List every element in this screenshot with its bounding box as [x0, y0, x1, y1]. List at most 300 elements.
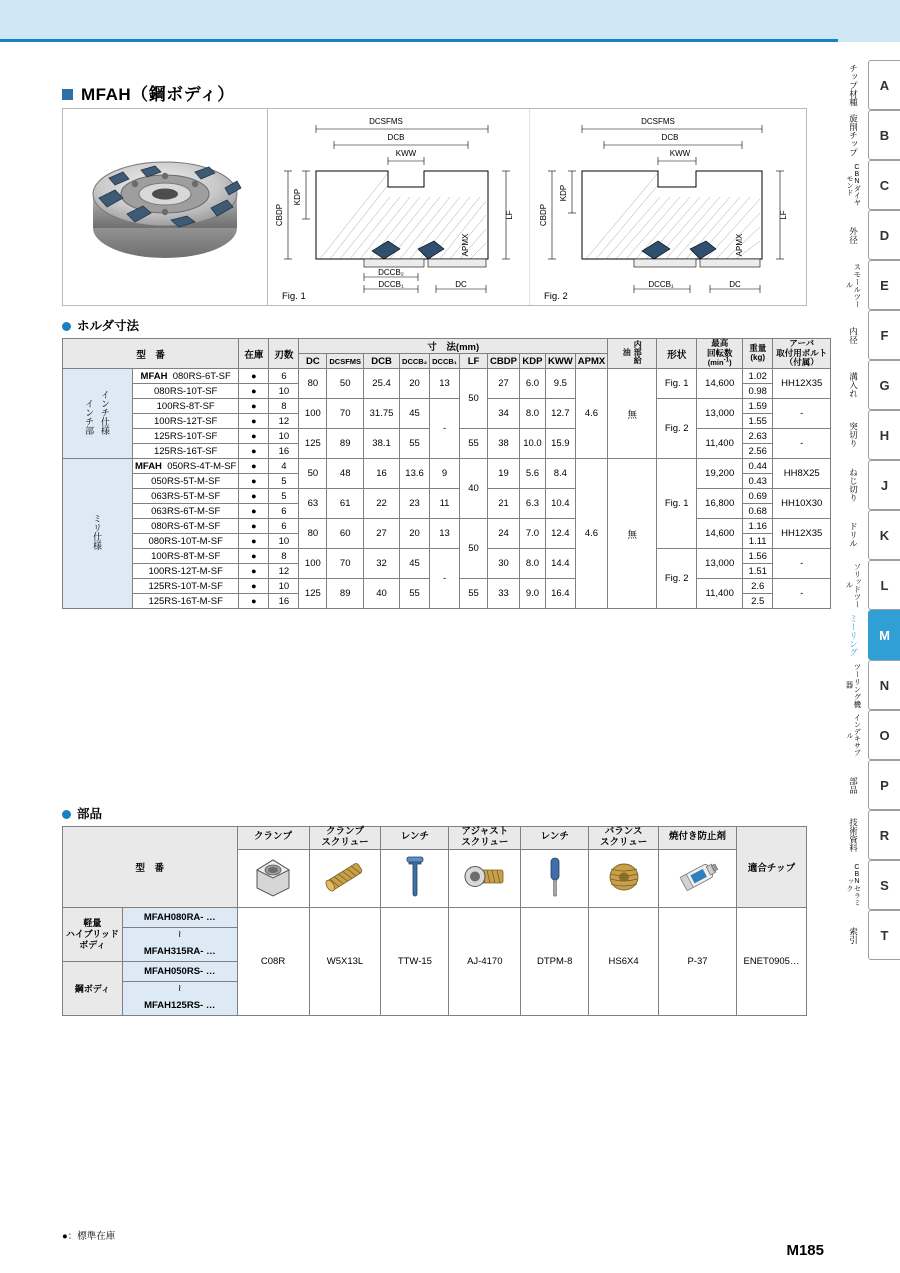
side-index-item[interactable]	[838, 510, 900, 560]
teeth-cell: 4	[269, 459, 299, 474]
header-cbdp: CBDP	[488, 354, 520, 369]
side-index-item[interactable]	[838, 810, 900, 860]
stock-cell: ●	[239, 489, 269, 504]
dcb-cell: 38.1	[364, 429, 400, 459]
parts-value-clamp: C08R	[237, 907, 309, 1015]
stock-cell: ●	[239, 384, 269, 399]
tube-icon	[659, 849, 737, 907]
parts-heading-text: 部品	[77, 807, 103, 821]
side-index-label: 外径	[848, 226, 859, 244]
teeth-cell: 8	[269, 549, 299, 564]
side-index-letter[interactable]: L	[868, 560, 900, 610]
parts-value-adjust-screw: AJ-4170	[449, 907, 521, 1015]
apmx-cell: 4.6	[575, 369, 607, 459]
side-index-letter[interactable]: F	[868, 310, 900, 360]
table-row	[63, 519, 831, 534]
kdp-cell: 5.6	[519, 459, 545, 489]
weight-cell: 0.98	[743, 384, 773, 399]
stock-cell: ●	[239, 429, 269, 444]
parts-value-clamp-screw: W5X13L	[309, 907, 381, 1015]
kdp-cell: 9.0	[519, 579, 545, 609]
stock-cell: ●	[239, 534, 269, 549]
side-index-label: 部品	[848, 776, 859, 794]
dot-bullet-icon	[62, 810, 71, 819]
side-index-letter[interactable]: D	[868, 210, 900, 260]
side-index-item[interactable]	[838, 360, 900, 410]
dccb1-cell: 13	[430, 369, 460, 399]
page-title	[62, 80, 235, 105]
model-cell: 100RS-8T-M-SF	[133, 549, 239, 564]
header-dcsfms: DCSFMS	[327, 354, 364, 369]
side-index-item[interactable]	[838, 660, 900, 710]
holder-dimensions-table	[62, 338, 831, 609]
technical-drawing-fig1	[268, 109, 530, 305]
table-row	[63, 399, 831, 414]
header-teeth: 刃数	[269, 339, 299, 369]
weight-cell: 1.51	[743, 564, 773, 579]
dccb1-cell: 9	[430, 459, 460, 489]
teeth-cell: 10	[269, 534, 299, 549]
figure-panel	[62, 108, 807, 306]
side-index-letter[interactable]: C	[868, 160, 900, 210]
teeth-cell: 12	[269, 564, 299, 579]
side-index-label: ソリッドツール	[845, 562, 862, 608]
side-index-item[interactable]	[838, 160, 900, 210]
table-header-row	[63, 339, 831, 354]
cbdp-cell: 27	[488, 369, 520, 399]
product-photo	[63, 109, 268, 305]
side-index-item[interactable]	[838, 710, 900, 760]
parts-value-wrench2: DTPM-8	[521, 907, 589, 1015]
svg-text:LF: LF	[779, 210, 788, 220]
model-cell: 080RS-10T-M-SF	[133, 534, 239, 549]
lf-cell: 40	[460, 459, 488, 519]
table-row	[63, 459, 831, 474]
dccb2-cell: 55	[400, 429, 430, 459]
stock-cell: ●	[239, 519, 269, 534]
header-dims-group: 寸 法(mm)	[299, 339, 608, 354]
parts-col-wrench2: レンチ	[521, 827, 589, 850]
stock-cell: ●	[239, 474, 269, 489]
parts-row-hybrid	[63, 907, 807, 927]
stock-cell: ●	[239, 579, 269, 594]
dcb-cell: 32	[364, 549, 400, 579]
square-bullet-icon	[62, 89, 73, 100]
rpm-cell: 14,600	[697, 519, 743, 549]
model-cell: 125RS-16T-M-SF	[133, 594, 239, 609]
parts-model-bottom: MFAH315RA- …	[122, 941, 237, 961]
kww-cell: 8.4	[545, 459, 575, 489]
parts-col-adjust-screw: アジャスト スクリュー	[449, 827, 521, 850]
svg-text:KWW: KWW	[395, 149, 417, 158]
dot-bullet-icon	[62, 322, 71, 331]
dcsfms-cell: 89	[327, 579, 364, 609]
teeth-cell: 10	[269, 429, 299, 444]
side-index-item[interactable]	[838, 410, 900, 460]
cbdp-cell: 34	[488, 399, 520, 429]
holder-heading-text: ホルダ寸法	[77, 319, 140, 333]
dccb1-cell: -	[430, 549, 460, 609]
dcb-cell: 40	[364, 579, 400, 609]
header-shape: 形状	[657, 339, 697, 369]
parts-value-wrench1: TTW-15	[381, 907, 449, 1015]
side-index-item[interactable]	[838, 110, 900, 160]
holder-table-body	[63, 369, 831, 609]
svg-text:KDP: KDP	[293, 188, 302, 206]
shape-cell: Fig. 2	[657, 549, 697, 609]
balance-screw-icon	[589, 849, 659, 907]
side-index-letter[interactable]: E	[868, 260, 900, 310]
parts-model-header: 型 番	[63, 827, 238, 908]
rpm-cell: 13,000	[697, 549, 743, 579]
kww-cell: 14.4	[545, 549, 575, 579]
cbdp-cell: 21	[488, 489, 520, 519]
fig2-label: Fig. 2	[544, 291, 568, 302]
teeth-cell: 5	[269, 474, 299, 489]
side-index-item-milling[interactable]	[838, 610, 900, 660]
side-index-letter[interactable]: P	[868, 760, 900, 810]
weight-cell: 2.63	[743, 429, 773, 444]
dcsfms-cell: 89	[327, 429, 364, 459]
model-cell: 080RS-10T-SF	[133, 384, 239, 399]
teeth-cell: 6	[269, 369, 299, 384]
page-top-band	[0, 0, 900, 42]
parts-col-balance-screw: バランス スクリュー	[589, 827, 659, 850]
svg-text:DC: DC	[729, 280, 741, 289]
side-index-label: CBNセラミック	[846, 864, 861, 906]
kww-cell: 12.7	[545, 399, 575, 429]
side-index-item[interactable]	[838, 910, 900, 960]
rpm-cell: 11,400	[697, 579, 743, 609]
stock-cell: ●	[239, 369, 269, 384]
side-index-letter[interactable]: R	[868, 810, 900, 860]
weight-cell: 1.16	[743, 519, 773, 534]
parts-model-top: MFAH080RA- …	[122, 907, 237, 927]
parts-table	[62, 826, 807, 1016]
weight-cell: 2.56	[743, 444, 773, 459]
dc-cell: 63	[299, 489, 327, 519]
side-index-label: 技術資料	[848, 818, 859, 852]
dcb-cell: 31.75	[364, 399, 400, 429]
header-dc: DC	[299, 354, 327, 369]
parts-col-clamp: クランプ	[237, 827, 309, 850]
svg-text:DCCB₂: DCCB₂	[378, 268, 404, 277]
dcb-cell: 25.4	[364, 369, 400, 399]
cbdp-cell: 19	[488, 459, 520, 489]
side-index-label: ツーリング機器	[845, 662, 862, 708]
svg-text:DCSFMS: DCSFMS	[641, 117, 675, 126]
side-index-label: 溝入れ	[848, 372, 859, 398]
header-apmx: APMX	[575, 354, 607, 369]
header-kww: KWW	[545, 354, 575, 369]
teeth-cell: 6	[269, 504, 299, 519]
kdp-cell: 6.3	[519, 489, 545, 519]
weight-cell: 1.55	[743, 414, 773, 429]
face-mill-photo-icon	[75, 132, 255, 282]
side-index-tabs	[838, 60, 900, 960]
weight-cell: 1.02	[743, 369, 773, 384]
parts-value-balance-screw: HS6X4	[589, 907, 659, 1015]
side-index-letter[interactable]: O	[868, 710, 900, 760]
model-cell: 080RS-6T-M-SF	[133, 519, 239, 534]
dcsfms-cell: 48	[327, 459, 364, 489]
driver-icon	[521, 849, 589, 907]
svg-text:CBDP: CBDP	[539, 203, 548, 227]
cbdp-cell: 33	[488, 579, 520, 609]
side-index-letter[interactable]: T	[868, 910, 900, 960]
bolt-cell: HH8X25	[773, 459, 831, 489]
svg-text:DC: DC	[455, 280, 467, 289]
weight-cell: 1.59	[743, 399, 773, 414]
group-label-inch: インチ部 インチ仕様	[63, 369, 133, 459]
side-index-label: 索引	[848, 926, 859, 944]
header-weight: 重量 (kg)	[743, 339, 773, 369]
weight-cell: 0.44	[743, 459, 773, 474]
kww-cell: 9.5	[545, 369, 575, 399]
adjust-screw-icon	[449, 849, 521, 907]
kdp-cell: 8.0	[519, 549, 545, 579]
kdp-cell: 7.0	[519, 519, 545, 549]
clamp-icon	[237, 849, 309, 907]
side-index-label: ドリル	[848, 522, 859, 548]
parts-table-body	[63, 907, 807, 1015]
parts-col-wrench1: レンチ	[381, 827, 449, 850]
svg-text:APMX: APMX	[461, 233, 470, 257]
teeth-cell: 5	[269, 489, 299, 504]
parts-row-label-steel: 鋼ボディ	[63, 961, 123, 1015]
bolt-cell: HH10X30	[773, 489, 831, 519]
dccb2-cell: 45	[400, 399, 430, 429]
weight-cell: 1.56	[743, 549, 773, 564]
wrench-icon	[381, 849, 449, 907]
header-dccb2: DCCB₂	[400, 354, 430, 369]
parts-col-anti-seize: 焼付き防止剤	[659, 827, 737, 850]
group-label-metric: ミリ仕様	[63, 459, 133, 609]
dccb1-cell: 13	[430, 519, 460, 549]
dcsfms-cell: 61	[327, 489, 364, 519]
page-number: M185	[786, 1242, 824, 1259]
holder-section-heading	[62, 316, 139, 334]
dccb2-cell: 20	[400, 369, 430, 399]
side-index-letter[interactable]: J	[868, 460, 900, 510]
svg-text:APMX: APMX	[735, 233, 744, 257]
dcsfms-cell: 50	[327, 369, 364, 399]
side-index-label: CBNダイヤモンド	[846, 164, 861, 206]
rpm-cell: 19,200	[697, 459, 743, 489]
side-index-letter-active[interactable]: M	[868, 610, 900, 660]
model-cell: 125RS-16T-SF	[133, 444, 239, 459]
page-body	[0, 42, 838, 1273]
rpm-cell: 13,000	[697, 399, 743, 429]
side-index-letter[interactable]: G	[868, 360, 900, 410]
lf-cell: 55	[460, 579, 488, 609]
side-index-letter[interactable]: A	[868, 60, 900, 110]
lf-cell: 55	[460, 429, 488, 459]
bolt-cell: -	[773, 399, 831, 429]
side-index-letter[interactable]: H	[868, 410, 900, 460]
dc-cell: 80	[299, 369, 327, 399]
apmx-cell: 4.6	[575, 459, 607, 609]
parts-header-row	[63, 827, 807, 850]
svg-text:DCCB₁: DCCB₁	[648, 280, 674, 289]
svg-text:DCB: DCB	[661, 133, 679, 142]
page-title-text: MFAH（鋼ボディ）	[81, 85, 235, 104]
model-cell: 100RS-12T-M-SF	[133, 564, 239, 579]
side-index-item[interactable]	[838, 860, 900, 910]
rpm-cell: 16,800	[697, 489, 743, 519]
side-index-label: 内径	[848, 326, 859, 344]
kww-cell: 10.4	[545, 489, 575, 519]
teeth-cell: 16	[269, 444, 299, 459]
weight-cell: 0.69	[743, 489, 773, 504]
side-index-letter[interactable]: K	[868, 510, 900, 560]
rpm-cell: 14,600	[697, 369, 743, 399]
lf-cell: 50	[460, 519, 488, 579]
parts-model-bottom: MFAH125RS- …	[122, 995, 237, 1015]
side-index-letter[interactable]: B	[868, 110, 900, 160]
header-stock: 在庫	[239, 339, 269, 369]
stock-cell: ●	[239, 414, 269, 429]
model-cell: MFAH 080RS-6T-SF	[133, 369, 239, 384]
model-cell: 050RS-5T-M-SF	[133, 474, 239, 489]
weight-cell: 2.5	[743, 594, 773, 609]
kww-cell: 15.9	[545, 429, 575, 459]
stock-cell: ●	[239, 504, 269, 519]
model-cell: 063RS-5T-M-SF	[133, 489, 239, 504]
header-lf: LF	[460, 354, 488, 369]
side-index-item[interactable]	[838, 260, 900, 310]
bolt-cell: -	[773, 549, 831, 579]
kww-cell: 12.4	[545, 519, 575, 549]
cbdp-cell: 30	[488, 549, 520, 579]
shape-cell: Fig. 1	[657, 369, 697, 399]
dc-cell: 80	[299, 519, 327, 549]
side-index-letter[interactable]: S	[868, 860, 900, 910]
parts-section-heading	[62, 804, 102, 822]
svg-text:DCSFMS: DCSFMS	[369, 117, 403, 126]
kww-cell: 16.4	[545, 579, 575, 609]
footnote: ●：標準在庫	[62, 1231, 116, 1242]
model-cell: 100RS-8T-SF	[133, 399, 239, 414]
weight-cell: 1.11	[743, 534, 773, 549]
weight-cell: 2.6	[743, 579, 773, 594]
dccb2-cell: 45	[400, 549, 430, 579]
parts-row-label-hybrid: 軽量 ハイブリッド ボディ	[63, 907, 123, 961]
dcsfms-cell: 70	[327, 549, 364, 579]
svg-text:DCCB₁: DCCB₁	[378, 280, 404, 289]
table-row	[63, 489, 831, 504]
table-row	[63, 369, 831, 384]
shape-cell: Fig. 1	[657, 459, 697, 549]
model-cell: 063RS-6T-M-SF	[133, 504, 239, 519]
side-index-item[interactable]	[838, 210, 900, 260]
lf-cell: 50	[460, 369, 488, 429]
side-index-label: スモールツール	[845, 262, 862, 308]
side-index-item[interactable]	[838, 310, 900, 360]
parts-col-clamp-screw: クランプ スクリュー	[309, 827, 381, 850]
header-dcb: DCB	[364, 354, 400, 369]
side-index-letter[interactable]: N	[868, 660, 900, 710]
svg-text:KWW: KWW	[669, 149, 691, 158]
dcb-cell: 16	[364, 459, 400, 489]
dccb2-cell: 23	[400, 489, 430, 519]
teeth-cell: 6	[269, 519, 299, 534]
technical-drawing-fig2	[530, 109, 806, 305]
teeth-cell: 10	[269, 579, 299, 594]
dccb2-cell: 20	[400, 519, 430, 549]
side-index-item[interactable]	[838, 560, 900, 610]
header-bolt: アーバ 取付用ボルト （付属）	[773, 339, 831, 369]
table-row	[63, 549, 831, 564]
stock-cell: ●	[239, 594, 269, 609]
side-index-item[interactable]	[838, 60, 900, 110]
side-index-label: ミーリング	[848, 613, 859, 657]
bolt-cell: -	[773, 579, 831, 609]
side-index-label: 突切り	[848, 422, 859, 448]
dc-cell: 125	[299, 579, 327, 609]
cbdp-cell: 24	[488, 519, 520, 549]
weight-cell: 0.68	[743, 504, 773, 519]
dccb2-cell: 55	[400, 579, 430, 609]
parts-model-range-mark: ≀	[122, 927, 237, 941]
teeth-cell: 16	[269, 594, 299, 609]
coolant-cell: 無	[608, 369, 657, 459]
kdp-cell: 10.0	[519, 429, 545, 459]
header-dccb1: DCCB₁	[430, 354, 460, 369]
model-cell: 125RS-10T-SF	[133, 429, 239, 444]
fig1-label: Fig. 1	[282, 291, 306, 302]
parts-col-insert: 適合チップ	[736, 827, 806, 908]
bolt-cell: HH12X35	[773, 519, 831, 549]
parts-model-top: MFAH050RS- …	[122, 961, 237, 981]
dcb-cell: 22	[364, 489, 400, 519]
shape-cell: Fig. 2	[657, 399, 697, 459]
side-index-item[interactable]	[838, 460, 900, 510]
svg-text:DCB: DCB	[387, 133, 405, 142]
dcsfms-cell: 60	[327, 519, 364, 549]
side-index-label: インデキサブル	[846, 714, 861, 756]
stock-cell: ●	[239, 564, 269, 579]
header-model: 型 番	[63, 339, 239, 369]
side-index-item[interactable]	[838, 760, 900, 810]
dccb1-cell: 11	[430, 489, 460, 519]
model-cell: MFAH 050RS-4T-M-SF	[133, 459, 239, 474]
clamp-screw-icon	[309, 849, 381, 907]
dc-cell: 125	[299, 429, 327, 459]
dcsfms-cell: 70	[327, 399, 364, 429]
bolt-cell: HH12X35	[773, 369, 831, 399]
svg-text:CBDP: CBDP	[275, 203, 284, 227]
dccb1-cell: -	[430, 399, 460, 459]
stock-cell: ●	[239, 459, 269, 474]
coolant-cell: 無	[608, 459, 657, 609]
stock-cell: ●	[239, 549, 269, 564]
dc-cell: 100	[299, 399, 327, 429]
svg-text:KDP: KDP	[559, 184, 568, 202]
model-cell: 100RS-12T-SF	[133, 414, 239, 429]
dc-cell: 100	[299, 549, 327, 579]
teeth-cell: 12	[269, 414, 299, 429]
stock-cell: ●	[239, 399, 269, 414]
rpm-cell: 11,400	[697, 429, 743, 459]
header-kdp: KDP	[519, 354, 545, 369]
teeth-cell: 8	[269, 399, 299, 414]
dccb2-cell: 13.6	[400, 459, 430, 489]
bolt-cell: -	[773, 429, 831, 459]
model-cell: 125RS-10T-M-SF	[133, 579, 239, 594]
parts-value-insert: ENET0905…	[736, 907, 806, 1015]
parts-value-anti-seize: P-37	[659, 907, 737, 1015]
